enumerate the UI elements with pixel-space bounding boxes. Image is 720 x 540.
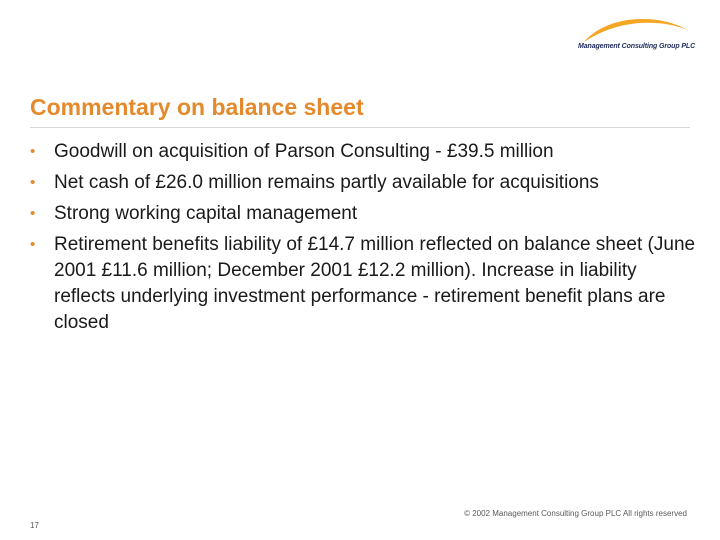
bullet-item [30,232,700,336]
copyright-notice: © 2002 Management Consulting Group PLC All rights reserved [464,509,687,518]
bullet-text: Retirement benefits liability of £14.7 million reflected on balance sheet (June 2001 £11.6 million; December 2001 £12.2 million). Increase in liability reflects underlying investment performance - retirement benefit plans are closed [54,234,696,333]
bullet-item [30,139,700,165]
bullet-item [30,201,700,227]
logo-text: Management Consulting Group PLC [578,43,696,50]
page-number: 17 [30,521,39,530]
title-divider [30,127,690,128]
bullet-item [30,170,700,196]
bullet-text: Strong working capital management [54,203,358,224]
bullet-text: Goodwill on acquisition of Parson Consulting - £39.5 million [54,141,554,162]
company-logo [576,12,696,54]
swoosh-icon [576,12,691,44]
bullet-icon: • [30,174,36,191]
slide-title: Commentary on balance sheet [30,94,364,120]
bullet-icon: • [30,236,36,253]
bullet-list [30,139,700,341]
bullet-icon: • [30,205,36,222]
bullet-icon: • [30,143,36,160]
bullet-text: Net cash of £26.0 million remains partly available for acquisitions [54,172,599,193]
